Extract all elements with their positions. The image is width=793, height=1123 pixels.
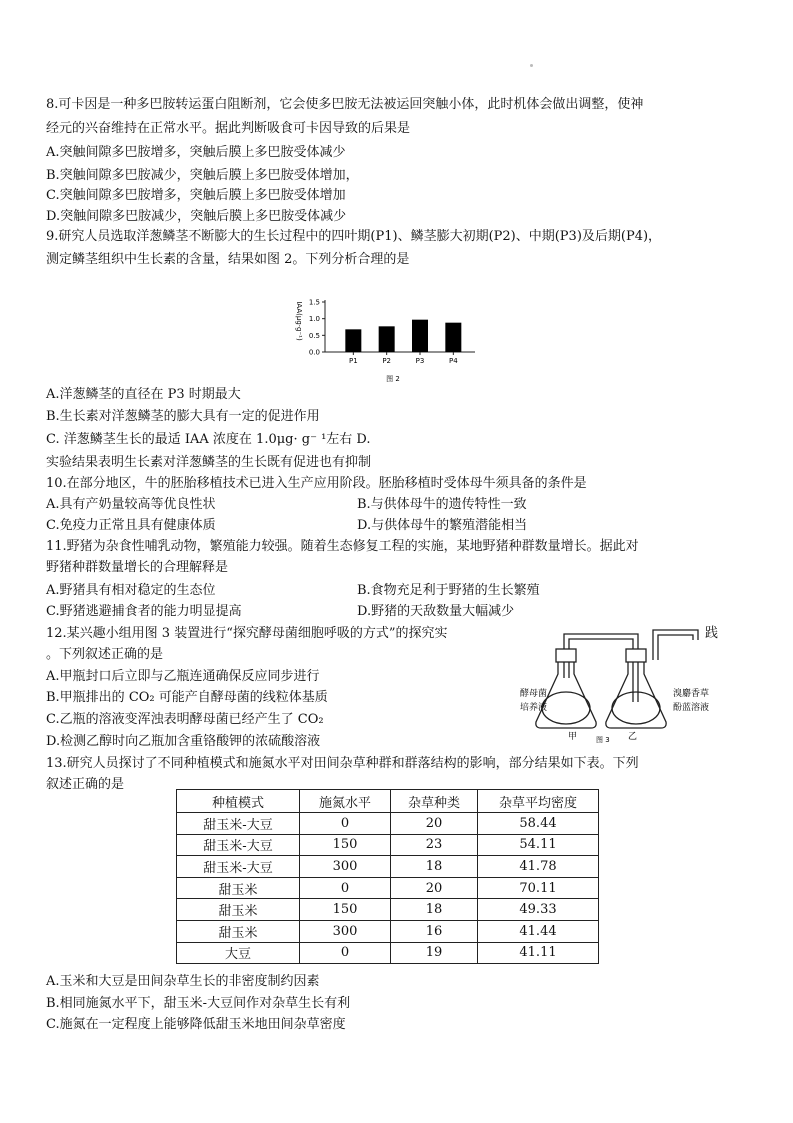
table-cell: 甜玉米-大豆 bbox=[177, 834, 300, 856]
weed-data-table bbox=[176, 789, 599, 964]
table-cell: 41.11 bbox=[478, 942, 599, 964]
table-cell: 49.33 bbox=[478, 899, 599, 921]
q8-stem-line2: 经元的兴奋维持在正常水平。据此判断吸食可卡因导致的后果是 bbox=[46, 121, 411, 136]
table-row bbox=[177, 920, 599, 942]
q10-option-c: C.免疫力正常且具有健康体质 bbox=[46, 518, 216, 533]
q9-option-c: C. 洋葱鳞茎生长的最适 IAA 浓度在 1.0μg· g⁻ ¹左右 D. bbox=[46, 432, 371, 447]
table-cell: 0 bbox=[300, 877, 391, 899]
table-header-row bbox=[177, 790, 599, 813]
table-cell: 甜玉米 bbox=[177, 920, 300, 942]
x-tick-label: P2 bbox=[382, 357, 392, 365]
q8-option-b: B.突触间隙多巴胺减少，突触后膜上多巴胺受体增加， bbox=[46, 168, 359, 183]
q12-stem-tail: 践 bbox=[705, 626, 719, 641]
table-cell: 300 bbox=[300, 920, 391, 942]
table-header: 杂草平均密度 bbox=[478, 790, 599, 813]
chart-bars bbox=[345, 320, 461, 352]
q9-option-b: B.生长素对洋葱鳞茎的膨大具有一定的促进作用 bbox=[46, 409, 320, 424]
table-cell: 54.11 bbox=[478, 834, 599, 856]
y-tick-label: 1.0 bbox=[308, 315, 320, 324]
flask-apparatus-figure bbox=[516, 622, 719, 744]
flask-jia-label-2: 培养液 bbox=[520, 703, 548, 713]
table-cell: 20 bbox=[391, 813, 478, 835]
table-header: 杂草种类 bbox=[391, 790, 478, 813]
table-cell: 16 bbox=[391, 920, 478, 942]
q9-option-a: A.洋葱鳞茎的直径在 P3 时期最大 bbox=[46, 387, 241, 402]
flask-yi bbox=[606, 649, 666, 728]
table-cell: 20 bbox=[391, 877, 478, 899]
table-cell: 70.11 bbox=[478, 877, 599, 899]
table-cell: 41.78 bbox=[478, 856, 599, 878]
q10-option-b: B.与供体母牛的遗传特性一致 bbox=[357, 497, 527, 512]
table-cell: 大豆 bbox=[177, 942, 300, 964]
q12-option-c: C.乙瓶的溶液变浑浊表明酵母菌已经产生了 CO₂ bbox=[46, 712, 324, 727]
q13-option-c: C.施氮在一定程度上能够降低甜玉米地田间杂草密度 bbox=[46, 1017, 346, 1032]
x-tick-label: P3 bbox=[415, 357, 425, 365]
table-cell: 甜玉米-大豆 bbox=[177, 813, 300, 835]
y-tick-label: 1.5 bbox=[308, 298, 320, 307]
q10-option-d: D.与供体母牛的繁殖潜能相当 bbox=[357, 518, 528, 533]
table-cell: 150 bbox=[300, 834, 391, 856]
table-row bbox=[177, 856, 599, 878]
bar-p2 bbox=[379, 326, 395, 352]
q11-option-b: B.食物充足利于野猪的生长繁殖 bbox=[357, 583, 540, 598]
table-cell: 19 bbox=[391, 942, 478, 964]
q11-option-c: C.野猪逃避捕食者的能力明显提高 bbox=[46, 604, 242, 619]
table-row bbox=[177, 942, 599, 964]
q11-option-d: D.野猪的天敌数量大幅减少 bbox=[357, 604, 515, 619]
flask-yi-label-2: 酚蓝溶液 bbox=[673, 703, 710, 713]
q11-stem-line2: 野猪种群数量增长的合理解释是 bbox=[46, 560, 229, 575]
q12-option-d: D.检测乙醇时向乙瓶加含重铬酸钾的浓硫酸溶液 bbox=[46, 734, 321, 749]
q9-stem-line1: 9.研究人员选取洋葱鳞茎不断膨大的生长过程中的四叶期(P1)、鳞茎膨大初期(P2)、中期(P3)及后期(P4)， bbox=[46, 229, 662, 244]
q13-option-a: A.玉米和大豆是田间杂草生长的非密度制约因素 bbox=[46, 974, 320, 989]
q12-stem-line1: 12.某兴趣小组用图 3 装置进行“探究酵母菌细胞呼吸的方式”的探究实 bbox=[46, 626, 448, 641]
flask-jia-label-1: 酵母菌 bbox=[520, 689, 548, 699]
table-cell: 甜玉米 bbox=[177, 899, 300, 921]
q12-option-b: B.甲瓶排出的 CO₂ 可能产自酵母菌的线粒体基质 bbox=[46, 690, 328, 705]
table-cell: 58.44 bbox=[478, 813, 599, 835]
figure2-caption: 图 2 bbox=[386, 375, 400, 383]
scan-speck bbox=[530, 64, 533, 67]
q13-stem-line1: 13.研究人员探讨了不同种植模式和施氮水平对田间杂草种群和群落结构的影响，部分结果如下表。下列 bbox=[46, 756, 639, 771]
table-cell: 18 bbox=[391, 899, 478, 921]
q9-option-d: 实验结果表明生长素对洋葱鳞茎的生长既有促进也有抑制 bbox=[46, 455, 372, 470]
chart-labels bbox=[295, 299, 458, 384]
y-axis-label: IAA(μg·g⁻¹) bbox=[295, 301, 303, 341]
table-cell: 41.44 bbox=[478, 920, 599, 942]
q8-stem-line1: 8.可卡因是一种多巴胺转运蛋白阻断剂，它会使多巴胺无法被运回突触小体，此时机体会做出调整，使神 bbox=[46, 97, 644, 112]
q13-stem-line2: 叙述正确的是 bbox=[46, 777, 125, 792]
x-tick-label: P4 bbox=[448, 357, 458, 365]
flask-yi-name: 乙 bbox=[628, 732, 638, 742]
y-tick-label: 0.0 bbox=[308, 348, 320, 357]
x-tick-label: P1 bbox=[348, 357, 358, 365]
q11-stem-line1: 11.野猪为杂食性哺乳动物，繁殖能力较强。随着生态修复工程的实施，某地野猪种群数量增长。据此对 bbox=[46, 539, 639, 554]
q8-option-a: A.突触间隙多巴胺增多，突触后膜上多巴胺受体减少 bbox=[46, 145, 346, 160]
bar-p3 bbox=[412, 320, 428, 352]
table-cell: 23 bbox=[391, 834, 478, 856]
table-cell: 甜玉米-大豆 bbox=[177, 856, 300, 878]
q12-option-a: A.甲瓶封口后立即与乙瓶连通确保反应同步进行 bbox=[46, 669, 320, 684]
figure3-caption: 图 3 bbox=[596, 736, 610, 744]
table-header: 种植模式 bbox=[177, 790, 300, 813]
table-cell: 300 bbox=[300, 856, 391, 878]
iaa-bar-chart bbox=[285, 285, 485, 385]
table-row bbox=[177, 877, 599, 899]
table-cell: 0 bbox=[300, 942, 391, 964]
y-tick-label: 0.5 bbox=[308, 331, 320, 340]
flask-yi-label-1: 溴麝香草 bbox=[673, 689, 710, 699]
q8-option-c: C.突触间隙多巴胺增多，突触后膜上多巴胺受体增加 bbox=[46, 188, 346, 203]
table-cell: 150 bbox=[300, 899, 391, 921]
q10-option-a: A.具有产奶量较高等优良性状 bbox=[46, 497, 216, 512]
q8-option-d: D.突触间隙多巴胺减少，突触后膜上多巴胺受体减少 bbox=[46, 209, 347, 224]
table-header: 施氮水平 bbox=[300, 790, 391, 813]
flask-jia-name: 甲 bbox=[568, 732, 578, 742]
table-row bbox=[177, 813, 599, 835]
table-row bbox=[177, 834, 599, 856]
q13-option-b: B.相同施氮水平下，甜玉米-大豆间作对杂草生长有利 bbox=[46, 996, 351, 1011]
table-cell: 0 bbox=[300, 813, 391, 835]
q9-stem-line2: 测定鳞茎组织中生长素的含量，结果如图 2。下列分析合理的是 bbox=[46, 252, 410, 267]
table-row bbox=[177, 899, 599, 921]
table-body bbox=[177, 813, 599, 964]
bar-p4 bbox=[445, 323, 461, 352]
table-cell: 18 bbox=[391, 856, 478, 878]
q11-option-a: A.野猪具有相对稳定的生态位 bbox=[46, 583, 216, 598]
q10-stem: 10.在部分地区，牛的胚胎移植技术已进入生产应用阶段。胚胎移植时受体母牛须具备的条件是 bbox=[46, 476, 587, 491]
table-cell: 甜玉米 bbox=[177, 877, 300, 899]
q12-stem-line2: 。下列叙述正确的是 bbox=[46, 647, 164, 662]
bar-p1 bbox=[345, 329, 361, 352]
